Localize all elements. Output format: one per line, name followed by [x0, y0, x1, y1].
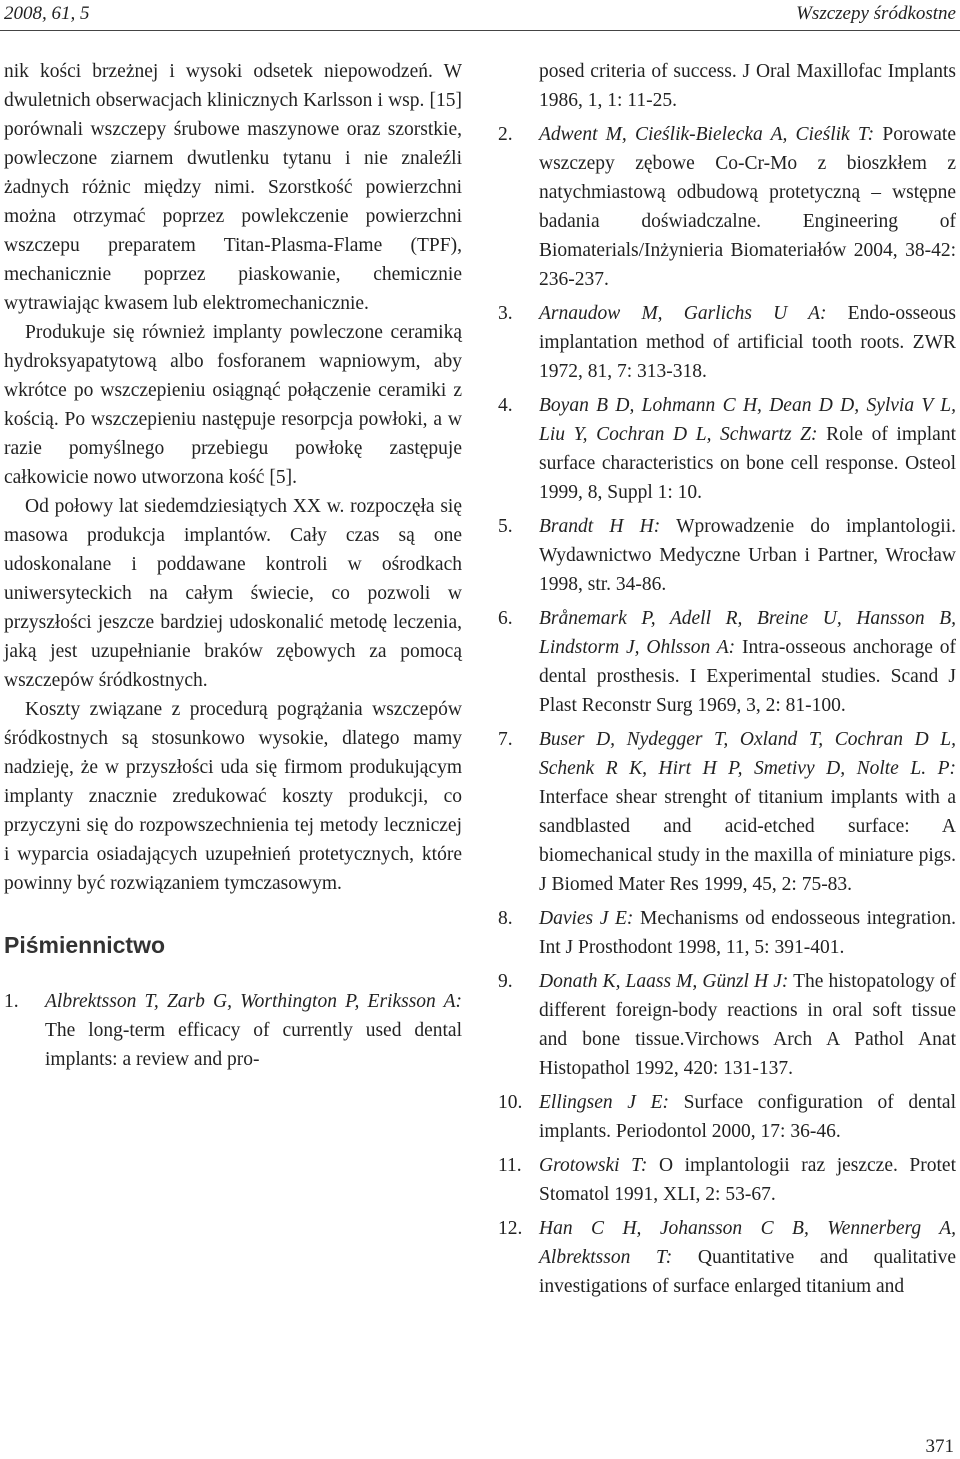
reference-authors: Ellingsen J E: [539, 1092, 669, 1113]
reference-body: Mechanisms od endosseous integration. Int J Prosthodont 1998, 11, 5: 391-401. [539, 908, 956, 958]
reference-item [498, 967, 956, 1083]
reference-continuation [498, 57, 956, 115]
reference-item [498, 299, 956, 386]
reference-number: 5. [498, 516, 513, 537]
reference-text [539, 725, 956, 899]
reference-number: 7. [498, 729, 513, 750]
reference-item [498, 391, 956, 507]
reference-number: 4. [498, 395, 513, 416]
reference-item [498, 604, 956, 720]
reference-item [498, 725, 956, 899]
reference-item [498, 512, 956, 599]
reference-list [498, 120, 956, 1301]
reference-text [539, 299, 956, 386]
reference-authors: Brånemark P, Adell R, Breine U, Hansson B, Lindstorm J, Ohlsson A: [539, 608, 956, 658]
reference-text [539, 604, 956, 720]
reference-body: Intra-osseous anchorage of dental prosthesis. I Experimental studies. Scand J Plast Reconstr Surg 1969, 3, 2: 81-100. [539, 637, 956, 716]
reference-body: O implantologii raz jeszcze. Protet Stomatol 1991, XLI, 2: 53-67. [539, 1155, 957, 1205]
right-column [498, 57, 956, 1306]
reference-authors: Brandt H H: [539, 516, 661, 537]
reference-text [45, 987, 462, 1074]
reference-number: 9. [498, 971, 513, 992]
reference-body: Interface shear strenght of titanium implants with a sandblasted and acid-etched surface: A biomechanical study in the maxilla of miniature pigs. J Biomed Mater Res 1999, 45, 2: 75-83. [539, 787, 956, 895]
reference-text [539, 512, 956, 599]
reference-number: 2. [498, 124, 513, 145]
reference-text [539, 1151, 956, 1209]
reference-text [539, 120, 956, 294]
reference-number: 8. [498, 908, 513, 929]
reference-authors: Han C H, Johansson C B, Wennerberg A, Albrektsson T: [539, 1218, 956, 1268]
reference-number: 11. [498, 1155, 522, 1176]
reference-number: 3. [498, 303, 513, 324]
reference-authors: Buser D, Nydegger T, Oxland T, Cochran D L, Schenk R K, Hirt H P, Smetivy D, Nolte L. P: [539, 729, 956, 779]
reference-item [498, 1088, 956, 1146]
reference-text [539, 967, 956, 1083]
reference-authors: Adwent M, Cieślik-Bielecka A, Cieślik T: [539, 124, 875, 145]
reference-authors: Davies J E: [539, 908, 634, 929]
reference-text [539, 391, 956, 507]
reference-number: 1. [4, 991, 19, 1012]
reference-authors: Grotowski T: [539, 1155, 648, 1176]
reference-body: Surface configuration of dental implants. Periodontol 2000, 17: 36-46. [539, 1092, 956, 1142]
reference-authors: Albrektsson T, Zarb G, Worthington P, Eriksson A: [45, 991, 462, 1012]
reference-item [498, 1151, 956, 1209]
reference-text: posed criteria of success. J Oral Maxillofac Implants 1986, 1, 1: 11-25. [539, 61, 956, 111]
body-paragraph: Produkuje się również implanty powleczone ceramiką hydroksyapatytową albo fosforanem wapniowym, aby wkrótce po wszczepieniu osiągnąć połączenie ceramiki z kością. Po wszczepieniu następuje resorpcja powłoki, a w razie pomyślnego przebiegu powłokę zastępuje całkowicie nowo utworzona kość [5]. [4, 322, 462, 488]
reference-number: 12. [498, 1218, 523, 1239]
journal-issue: 2008, 61, 5 [4, 3, 90, 24]
reference-item [498, 1214, 956, 1301]
reference-authors: Arnaudow M, Garlichs U A: [539, 303, 827, 324]
reference-number: 6. [498, 608, 513, 629]
header-rule [0, 30, 960, 31]
references-heading: Piśmiennictwo [4, 932, 166, 958]
reference-text [539, 1088, 956, 1146]
reference-authors: Donath K, Laass M, Günzl H J: [539, 971, 789, 992]
body-paragraph: Od połowy lat siedemdziesiątych XX w. rozpoczęła się masowa produkcja implantów. Cały czas są one udoskonalane i poddawane kontroli w ośrodkach uniwersyteckich na całym świecie, co pozwoli w przyszłości jeszcze bardziej udoskonalić metodę leczenia, jaką jest uzupełnianie braków zębowych za pomocą wszczepów śródkostnych. [4, 496, 462, 691]
reference-item [498, 120, 956, 294]
reference-body: Porowate wszczepy zębowe Co-Cr-Mo z bioszkłem z natychmiastową odbudową protetyczną – wstępne badania doświadczalne. Engineering of Biomaterials/Inżynieria Biomateriałów 2004, 38-42: 236-237. [539, 124, 957, 290]
reference-number: 10. [498, 1092, 523, 1113]
reference-text [539, 904, 956, 962]
reference-body: The long-term efficacy of currently used dental implants: a review and pro- [45, 1020, 462, 1070]
reference-item [4, 987, 462, 1074]
body-paragraph: nik kości brzeżnej i wysoki odsetek niepowodzeń. W dwuletnich obserwacjach klinicznych Karlsson i wsp. [15] porównali wszczepy śrubowe maszynowe oraz szorstkie, powleczone ziarnem dwutlenku tytanu i nie znaleźli żadnych różnic między nimi. Szorstkość powierzchni można otrzymać poprzez powlekczenie powierzchni wszczepu preparatem Titan-Plasma-Flame (TPF), mechanicznie poprzez piaskowanie, chemicznie wytrawiając kwasem lub elektromechanicznie. [4, 61, 462, 314]
reference-body: Wprowadzenie do implantologii. Wydawnictwo Medyczne Urban i Partner, Wrocław 1998, str. 34-86. [539, 516, 956, 595]
reference-authors: Boyan B D, Lohmann C H, Dean D D, Sylvia V L, Liu Y, Cochran D L, Schwartz Z: [539, 395, 956, 445]
body-paragraph: Koszty związane z procedurą pogrążania wszczepów śródkostnych są stosunkowo wysokie, dlatego mamy nadzieję, że w przyszłości uda się firmom produkującym implanty znacznie zredukować koszty produkcji, co przyczyni się do rozpowszechnienia tej metody leczniczej i wyparcia osiadających uzupełnień protetycznych, które powinny być rozwiązaniem tymczasowym. [4, 699, 462, 894]
running-title: Wszczepy śródkostne [796, 3, 956, 24]
reference-body: Endo-osseous implantation method of artificial tooth roots. ZWR 1972, 81, 7: 313-318. [539, 303, 957, 382]
reference-body: The histopatology of different foreign-body reactions in oral soft tissue and bone tissue.Virchows Arch A Pathol Anat Histopathol 1992, 420: 131-137. [539, 971, 957, 1079]
reference-body: Role of implant surface characteristics on bone cell response. Osteol 1999, 8, Suppl 1: 10. [539, 424, 956, 503]
page-header [0, 0, 960, 30]
left-column [4, 57, 462, 1079]
reference-text [539, 1214, 956, 1301]
reference-item [498, 904, 956, 962]
reference-body: Quantitative and qualitative investigations of surface enlarged titanium and [539, 1247, 956, 1297]
page-number: 371 [925, 1436, 954, 1457]
